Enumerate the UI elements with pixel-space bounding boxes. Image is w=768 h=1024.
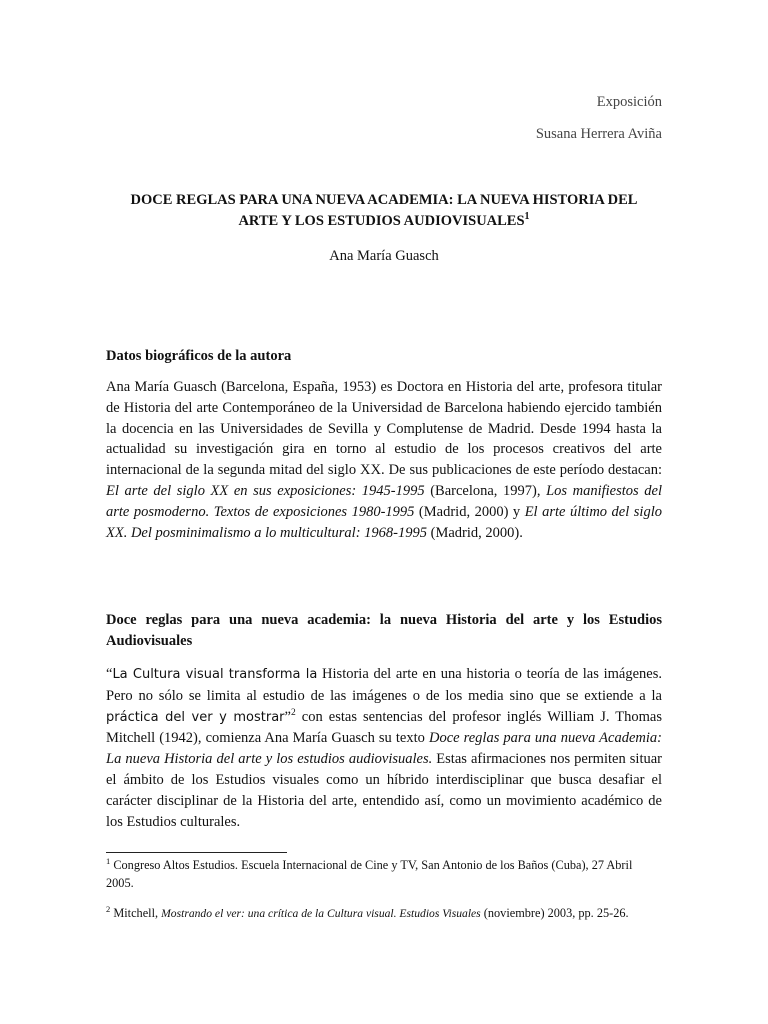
footnote-2-number: 2 <box>106 904 111 914</box>
header-label: Exposición <box>596 94 662 110</box>
document-title <box>106 190 662 232</box>
bio-heading: Datos biográficos de la autora <box>106 348 292 364</box>
bio-book-1: El arte del siglo XX en sus exposiciones: 1945-1995 <box>106 482 425 499</box>
footnote-separator <box>106 852 287 853</box>
title-line-2: ARTE Y LOS ESTUDIOS AUDIOVISUALES <box>238 213 525 229</box>
bio-paragraph <box>106 377 662 543</box>
quote-text-1: Historia del arte en una historia o teoría de las imágenes. Pero no sólo se limita al estudio de las imágenes o de los media sino que se extiende a la <box>106 666 662 704</box>
footnote-2-text-1: Mitchell, <box>110 906 162 920</box>
bio-text-4: (Madrid, 2000). <box>427 524 523 541</box>
bio-text-3: (Madrid, 2000) y <box>414 503 525 520</box>
footnote-2 <box>106 905 662 923</box>
header-presenter: Susana Herrera Aviña <box>535 126 662 142</box>
footnote-1-text: Congreso Altos Estudios. Escuela Internacional de Cine y TV, San Antonio de los Baños (Cuba), 27 Abril 2005. <box>106 858 633 890</box>
quote-sans-1: La Cultura visual transforma la <box>112 667 318 682</box>
bio-book-2: Los manifiestos del arte posmoderno. Textos de exposiciones 1980-1995 <box>106 482 662 520</box>
quote-open: “ <box>106 666 113 682</box>
bio-text-2: (Barcelona, 1997), <box>424 482 547 499</box>
quote-sans-2: práctica del ver y mostrar <box>106 709 285 725</box>
footnote-1 <box>106 857 662 892</box>
footnote-1-number: 1 <box>106 856 111 866</box>
footnote-2-title: Mostrando el ver: una crítica de la Cultura visual. Estudios Visuales <box>161 907 481 920</box>
section-text-2: Estas afirmaciones nos permiten situar el ámbito de los Estudios visuales como un híbrido interdisciplinar que busca desafiar el carácter disciplinar de la Historia del arte, entendido así, como un movimiento académico de los Estudios culturales. <box>106 751 662 830</box>
section-heading: Doce reglas para una nueva academia: la nueva Historia del arte y los Estudios Audiovisuales <box>106 612 662 649</box>
section-book-title: Doce reglas para una nueva Academia: La nueva Historia del arte y los estudios audiovisuales. <box>106 730 662 768</box>
section-paragraph <box>106 664 662 832</box>
bio-text-1: Ana María Guasch (Barcelona, España, 1953) es Doctora en Historia del arte, profesora titular de Historia del arte Contemporáneo de la Universidad de Barcelona habiendo ejercido también la docencia en las Universidades de Sevilla y Complutense de Madrid. Desde 1994 hasta la actualidad su investigación gira en torno al estudio de los procesos creativos del arte internacional de la segunda mitad del siglo XX. De sus publicaciones de este período destacan: <box>106 379 662 479</box>
section-footnote-ref[interactable]: 2 <box>290 707 296 718</box>
bio-book-3: El arte último del siglo XX. Del posminimalismo a lo multicultural: 1968-1995 <box>106 503 662 541</box>
title-footnote-ref[interactable]: 1 <box>524 211 530 222</box>
quote-close: ” <box>284 708 291 725</box>
title-line-1: DOCE REGLAS PARA UNA NUEVA ACADEMIA: LA NUEVA HISTORIA DEL <box>130 192 638 208</box>
footnote-2-text-2: (noviembre) 2003, pp. 25-26. <box>480 906 629 920</box>
author-name: Ana María Guasch <box>329 248 439 264</box>
section-text-1: con estas sentencias del profesor inglés William J. Thomas Mitchell (1942), comienza Ana María Guasch su texto <box>106 708 663 747</box>
